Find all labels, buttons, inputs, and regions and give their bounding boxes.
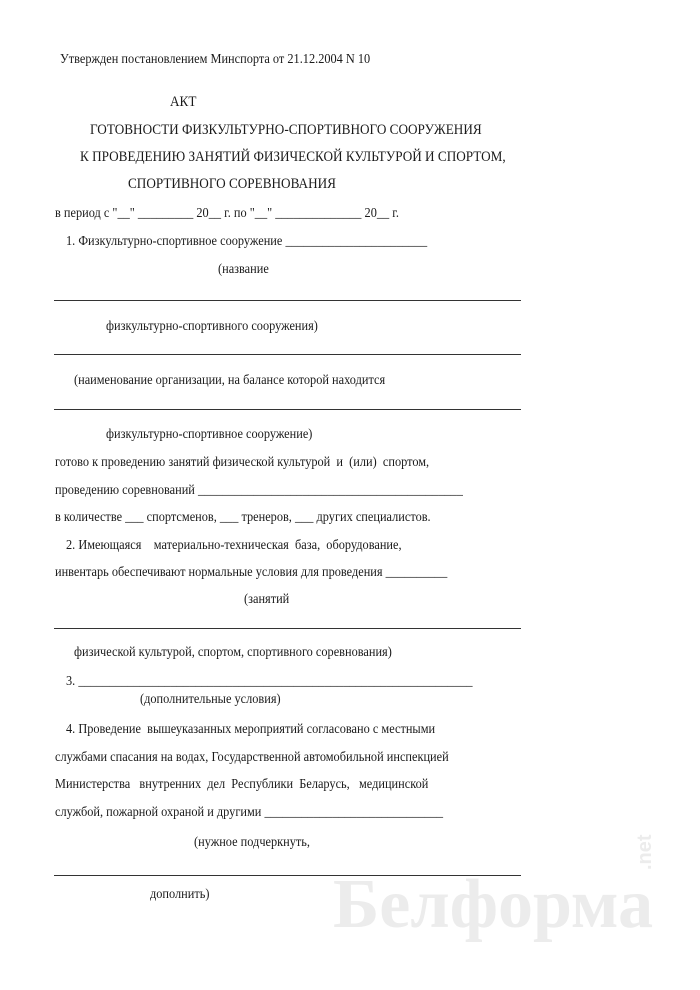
item-4-line-2: службами спасания на водах, Государственной автомобильной инспекцией (55, 750, 449, 765)
document-subtitle-line-1: ГОТОВНОСТИ ФИЗКУЛЬТУРНО-СПОРТИВНОГО СООРУЖЕНИЯ (90, 122, 482, 138)
competitions-line: проведению соревнований ___________________________________________ (55, 483, 463, 498)
item-2-hint-sports: физической культурой, спортом, спортивного соревнования) (74, 645, 392, 660)
blank-line-4 (54, 628, 521, 629)
blank-line-3 (54, 409, 521, 410)
period-line: в период с "__" _________ 20__ г. по "__" ______________ 20__ г. (55, 206, 400, 221)
document-subtitle-line-2: К ПРОВЕДЕНИЮ ЗАНЯТИЙ ФИЗИЧЕСКОЙ КУЛЬТУРОЙ И СПОРТОМ, (80, 149, 506, 165)
item-3-line: 3. ________________________________________________________________ (66, 674, 473, 689)
blank-line-2 (54, 354, 521, 355)
item-2-line-2: инвентарь обеспечивают нормальные условия для проведения __________ (55, 565, 448, 580)
approval-note: Утвержден постановлением Минспорта от 21.12.2004 N 10 (60, 52, 371, 67)
item-4-hint-underline: (нужное подчеркнуть, (194, 835, 310, 850)
item-4-hint-complete: дополнить) (150, 887, 210, 902)
blank-line-1 (54, 300, 521, 301)
item-2-hint-activities: (занятий (244, 592, 290, 607)
item-4-line-1: 4. Проведение вышеуказанных мероприятий согласовано с местными (66, 722, 436, 737)
ready-statement: готово к проведению занятий физической культурой и (или) спортом, (55, 455, 430, 470)
item-4-line-3: Министерства внутренних дел Республики Беларусь, медицинской (55, 777, 429, 792)
item-1-facility: 1. Физкультурно-спортивное сооружение _______________________ (66, 234, 428, 249)
quantity-line: в количестве ___ спортсменов, ___ тренеров, ___ других специалистов. (55, 510, 431, 525)
item-3-hint: (дополнительные условия) (140, 692, 281, 707)
item-1-hint-name: (название (218, 262, 269, 277)
item-1-hint-facility: физкультурно-спортивного сооружения) (106, 319, 318, 334)
org-hint-line-1: (наименование организации, на балансе которой находится (74, 373, 386, 388)
item-2-line-1: 2. Имеющаяся материально-техническая база, оборудование, (66, 538, 402, 553)
document-title: АКТ (170, 94, 197, 110)
document-subtitle-line-3: СПОРТИВНОГО СОРЕВНОВАНИЯ (128, 176, 336, 192)
watermark-suffix: .net (634, 834, 656, 870)
item-4-line-4: службой, пожарной охраной и другими _____________________________ (55, 805, 444, 820)
watermark-logo: Белформа (333, 866, 654, 943)
org-hint-line-2: физкультурно-спортивное сооружение) (106, 427, 313, 442)
